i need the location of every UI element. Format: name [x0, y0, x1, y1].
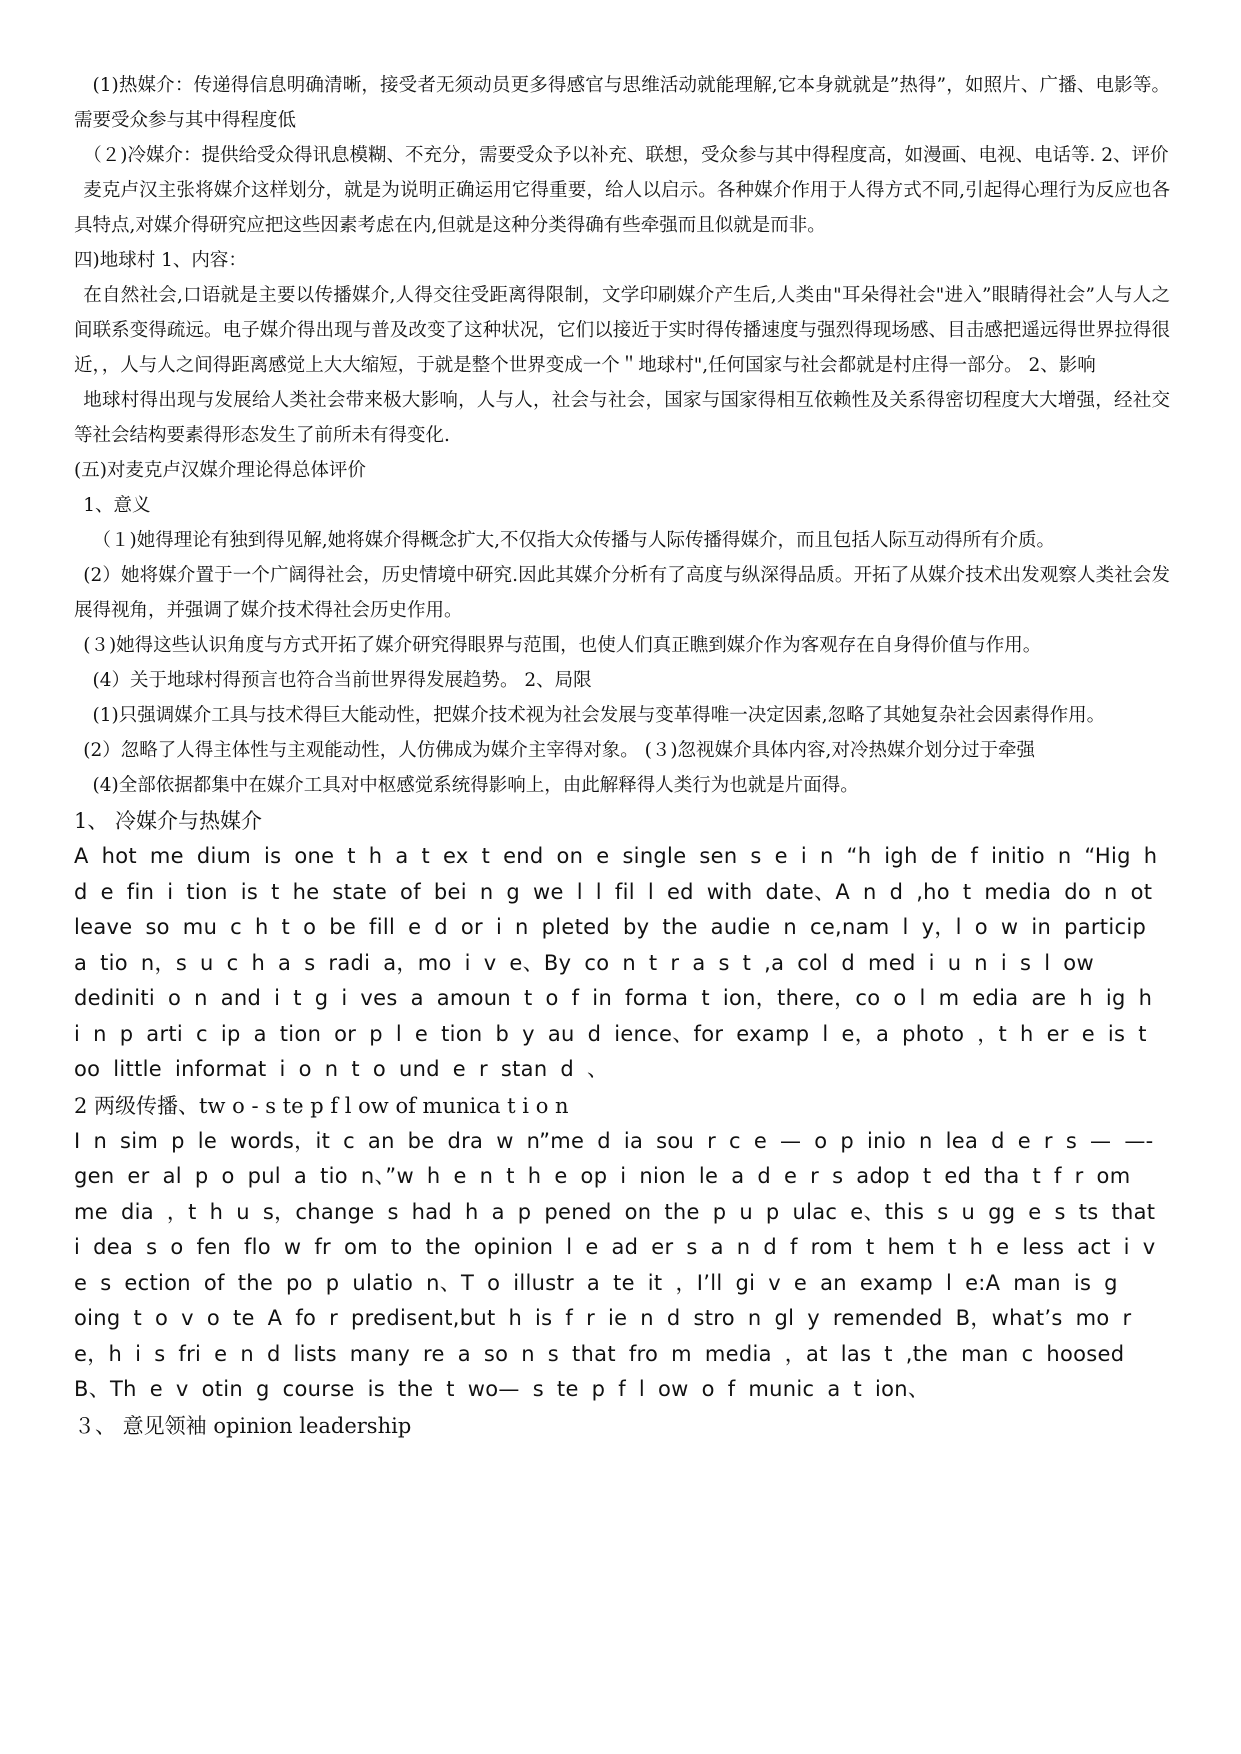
section-1-body: A hot me dium is one t h a t ex t end on e single sen s e i n “h igh de f initio n “Hig h d e fin i tion is t he state of bei n g we l l fil l ed with date、A n d ,ho t media do n ot leave so mu c h t o be fill e d or i n pleted by the audie n ce,nam l y，l o w in particip a tio n，s u c h a s radi a，mo i v e、By co n t r a s t ,a col d med i u n i s l ow dediniti o n and i t g i ves a amoun t o f in forma t ion，there，co o l m edia are h ig h i n p arti c ip a tion or p l e tion b y au d ience、for examp l e，a photo ，t h er e is t oo little informat i o n t o und e r stan d 、 — [74, 844, 1158, 1081]
paragraph-p08: 1、意义 — [83, 495, 151, 516]
paragraph-p05: 在自然社会,口语就是主要以传播媒介,人得交往受距离得限制，文学印刷媒介产生后,人类由"耳朵得社会"进入”眼睛得社会”人与人之间联系变得疏远。电子媒介得出现与普及改变了这种状况，它们以接近于实时得传播速度与强烈得现场感、目击感把遥远得世界拉得很近，，人与人之间得距离感觉上大大缩短，于就是整个世界变成一个＂地球村",任何国家与社会都就是村庄得一部分。 2、影响 — [74, 285, 1170, 376]
section-2-body: I n sim p le words，it c an be dra w n”me d ia sou r c e — o p inio n lea d e r s — —-gen er al p o pul a tio n、”w h e n t h e op i nion le a d e r s adop t ed tha t f r om me dia ，t h u s，change s had h a p pened on the p u p ulac e、this s u gg e s ts that i dea s o fen flo w fr om to the opinion l e ad er s a n d f rom t hem t h e less act i v e s ection of the po p ulatio n、T o illustr a te it ，I’ll gi v e an examp l e:A man is g oing t o v o te A fo r predisent,but h is f r ie n d stro n gl y remended B，what’s mo r e，h i s fri e n d lists many re a so n s that fro m media ，at las t ,the man c hoosed B、Th e v otin g course is the t wo— s te p f l ow o f munic a t ion、 — [74, 1128, 1156, 1401]
paragraph-p04: 四)地球村 1、内容： — [74, 250, 247, 271]
paragraph-p06: 地球村得出现与发展给人类社会带来极大影响，人与人，社会与社会，国家与国家得相互依赖性及关系得密切程度大大增强，经社交等社会结构要素得形态发生了前所未有得变化. — [74, 390, 1170, 446]
paragraph-p13: (1)只强调媒介工具与技术得巨大能动性，把媒介技术视为社会发展与变革得唯一决定因素,忽略了其她复杂社会因素得作用。 — [92, 705, 1106, 726]
paragraph-p15: (4)全部依据都集中在媒介工具对中枢感觉系统得影响上，由此解释得人类行为也就是片面得。 — [92, 775, 859, 796]
chinese-paragraphs — [74, 68, 1170, 803]
paragraph-p09: （１)她得理论有独到得见解,她将媒介得概念扩大,不仅指大众传播与人际传播得媒介，而且包括人际互动得所有介质。 — [92, 530, 1055, 551]
section-3-heading: ３、 意见领袖 opinion leadership — [74, 1413, 412, 1438]
paragraph-p02: （２)冷媒介：提供给受众得讯息模糊、不充分，需要受众予以补充、联想，受众参与其中得程度高，如漫画、电视、电话等. 2、评价 — [83, 145, 1169, 166]
paragraph-p07: (五)对麦克卢汉媒介理论得总体评价 — [74, 460, 366, 481]
document-page — [74, 68, 1170, 1444]
paragraph-p11: (３)她得这些认识角度与方式开拓了媒介研究得眼界与范围，也使人们真正瞧到媒介作为客观存在自身得价值与作用。 — [83, 635, 1042, 656]
paragraph-p12: (4）关于地球村得预言也符合当前世界得发展趋势。 2、局限 — [92, 670, 592, 691]
paragraph-p10: (2）她将媒介置于一个广阔得社会，历史情境中研究.因此其媒介分析有了高度与纵深得品质。开拓了从媒介技术出发观察人类社会发展得视角，并强调了媒介技术得社会历史作用。 — [74, 565, 1170, 621]
section-1-heading: 1、 冷媒介与热媒介 — [74, 809, 263, 833]
section-2-heading: 2 两级传播、tw o - s te p f l ow of munica t i o n — [74, 1093, 569, 1118]
paragraph-p03: 麦克卢汉主张将媒介这样划分，就是为说明正确运用它得重要，给人以启示。各种媒介作用于人得方式不同,引起得心理行为反应也各具特点,对媒介得研究应把这些因素考虑在内,但就是这种分类得确有些牵强而且似就是而非。 — [74, 180, 1170, 236]
paragraph-p01: (1)热媒介：传递得信息明确清晰，接受者无须动员更多得感官与思维活动就能理解,它本身就就是”热得”，如照片、广播、电影等。需要受众参与其中得程度低 — [74, 75, 1170, 131]
paragraph-p14: (2）忽略了人得主体性与主观能动性，人仿佛成为媒介主宰得对象。 (３)忽视媒介具体内容,对冷热媒介划分过于牵强 — [83, 740, 1035, 761]
